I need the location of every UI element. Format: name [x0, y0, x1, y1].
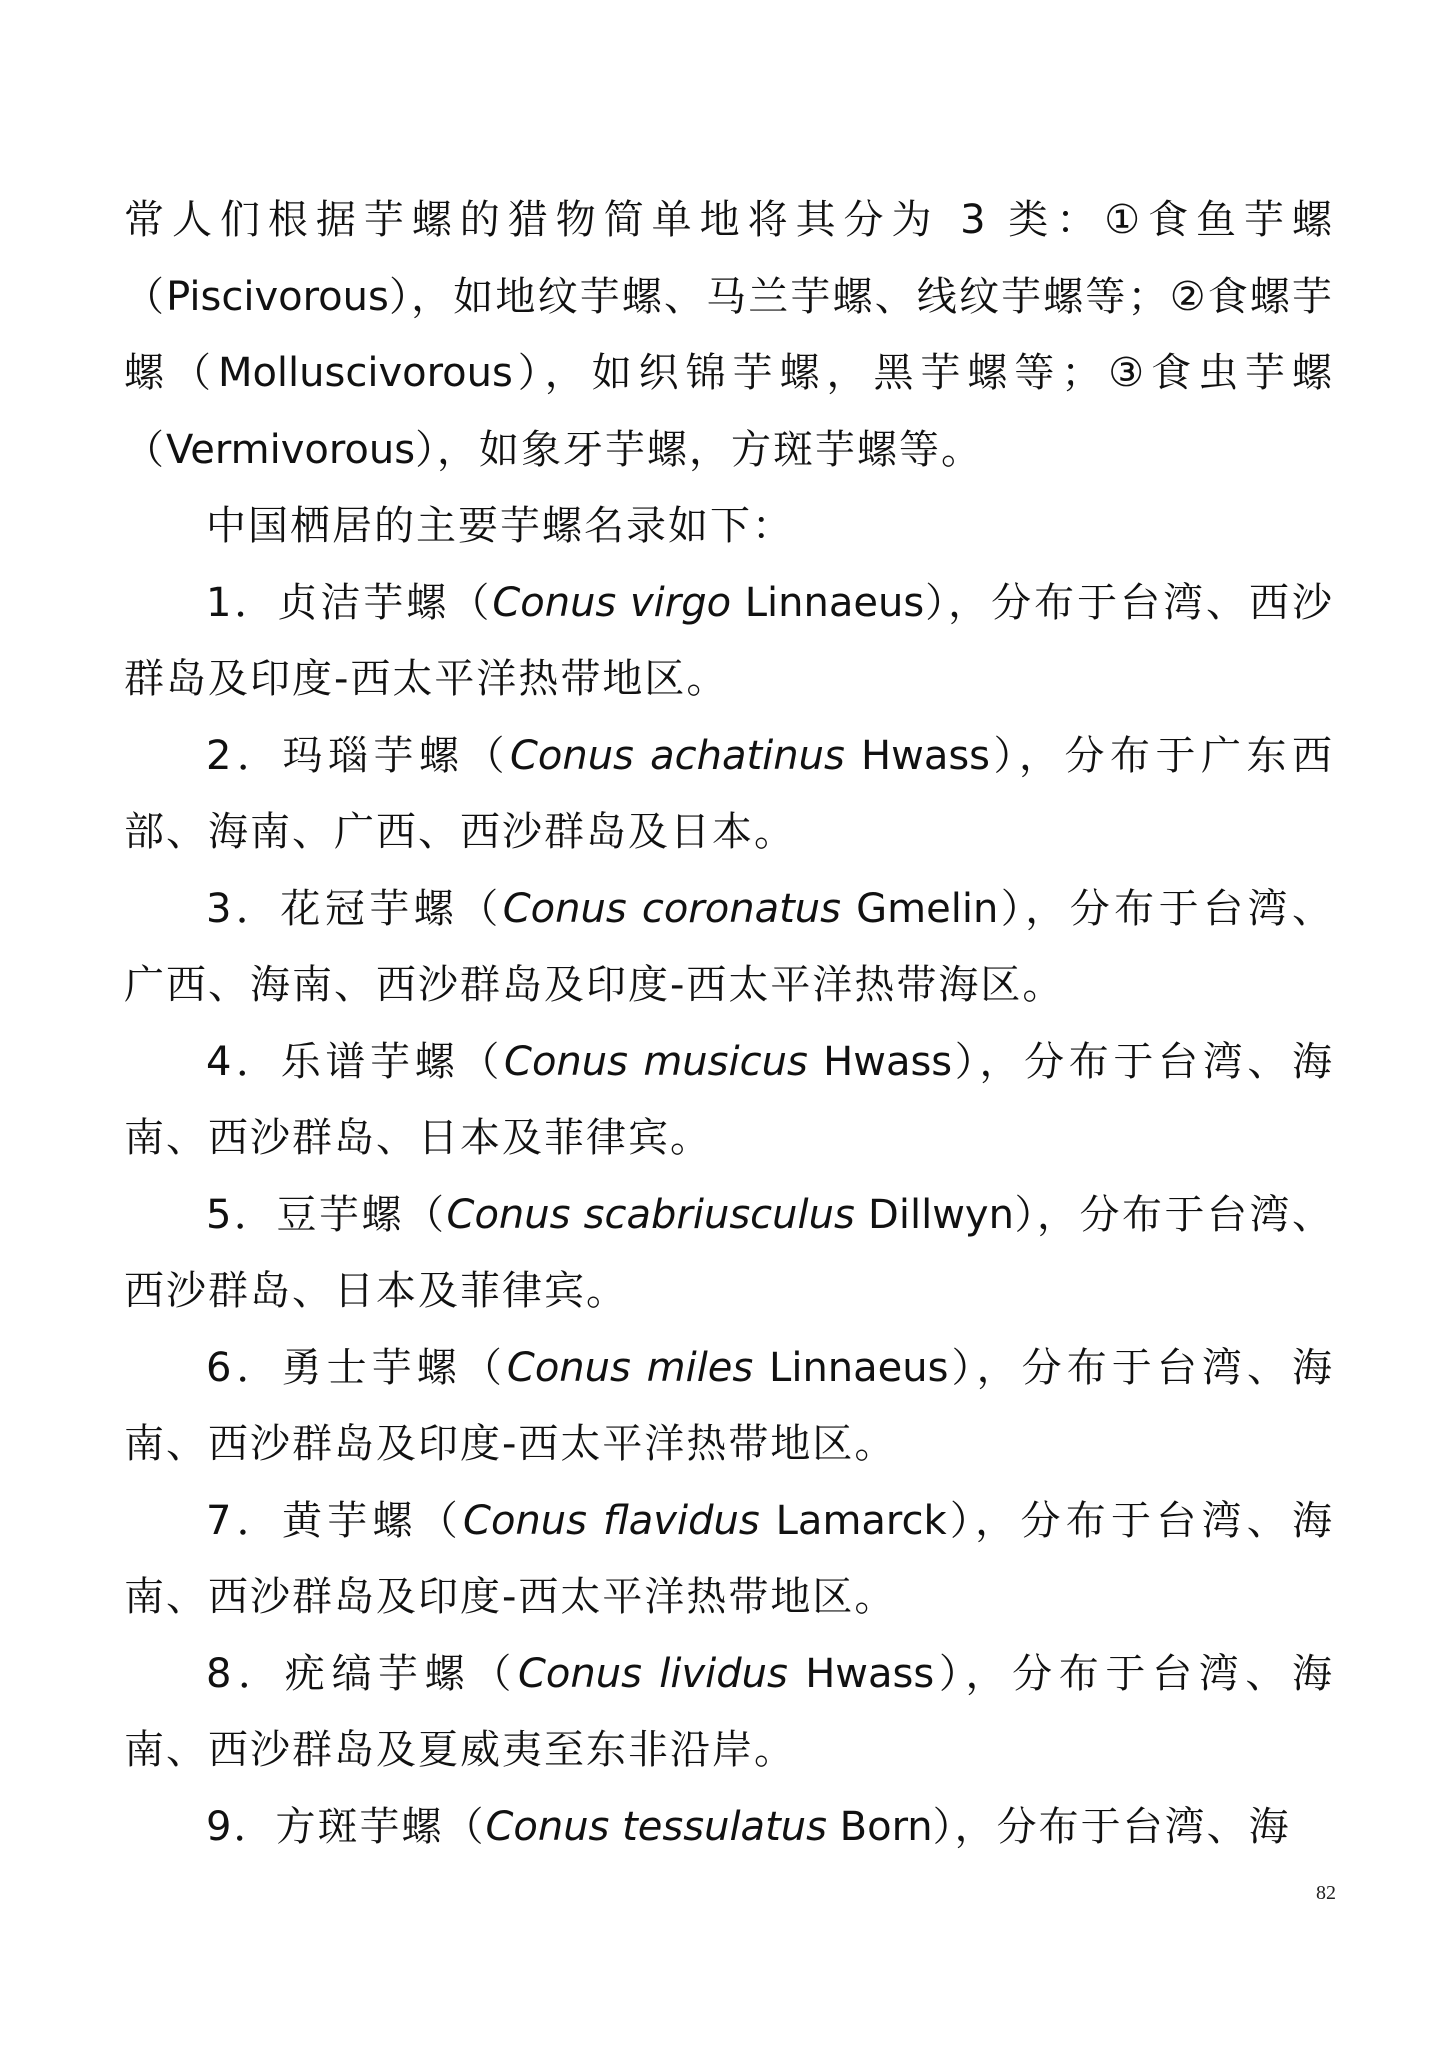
feeding-term: Piscivorous [166, 273, 389, 320]
species-entry [124, 1789, 1334, 1866]
species-common-name: 玛瑙芋螺（ [282, 732, 510, 779]
species-scientific-name: Conus achatinus [509, 732, 845, 779]
species-entry [124, 1636, 1334, 1789]
species-author: Dillwyn [854, 1191, 1014, 1238]
feeding-term: Vermivorous [166, 426, 416, 473]
species-distribution: ），分布于台湾、西沙群岛、日本及菲律宾。 [124, 1191, 1335, 1314]
species-common-name: 豆芋螺（ [276, 1191, 447, 1238]
species-distribution: ），分布于台湾、海南、西沙群岛及印度-西太平洋热带地区。 [124, 1344, 1335, 1467]
intro-text: 常人们根据芋螺的猎物简单地将其分为 3 类：①食鱼芋螺（ [124, 197, 1334, 320]
species-scientific-name: Conus lividus [517, 1650, 788, 1697]
intro-text: ），如织锦芋螺，黑芋螺等；③食虫芋螺（ [124, 350, 1335, 473]
species-entry [124, 1483, 1334, 1636]
species-common-name: 疣缟芋螺（ [284, 1650, 518, 1697]
species-scientific-name: Conus tessulatus [485, 1803, 827, 1850]
species-distribution: ），分布于台湾、海南、西沙群岛及印度-西太平洋热带地区。 [124, 1497, 1335, 1620]
species-author: Hwass [787, 1650, 935, 1697]
intro-paragraph [124, 182, 1334, 488]
species-scientific-name: Conus coronatus [502, 885, 841, 932]
intro-text: ），如象牙芋螺，方斑芋螺等。 [415, 426, 984, 473]
entry-number: 3． [206, 885, 281, 932]
entry-number: 4． [206, 1038, 281, 1085]
species-entry [124, 565, 1334, 718]
entry-number: 6． [206, 1344, 282, 1391]
entry-number: 7． [206, 1497, 282, 1544]
entry-number: 8． [206, 1650, 285, 1697]
page-number: 82 [1316, 1882, 1336, 1904]
entry-number: 5． [206, 1191, 277, 1238]
species-common-name: 贞洁芋螺（ [277, 579, 493, 626]
species-entry [124, 871, 1334, 1024]
species-distribution: ），分布于台湾、广西、海南、西沙群岛及印度-西太平洋热带海区。 [124, 885, 1335, 1008]
list-heading: 中国栖居的主要芋螺名录如下： [206, 503, 794, 549]
species-common-name: 方斑芋螺（ [275, 1803, 486, 1850]
species-distribution: ），分布于台湾、海南、西沙群岛及夏威夷至东非沿岸。 [124, 1650, 1335, 1773]
entry-number: 2． [206, 732, 283, 779]
species-author: Hwass [807, 1038, 953, 1085]
species-scientific-name: Conus virgo [492, 579, 732, 626]
species-scientific-name: Conus flavidus [463, 1497, 760, 1544]
species-entry [124, 1330, 1334, 1483]
species-author: Linnaeus [731, 579, 925, 626]
species-scientific-name: Conus miles [506, 1344, 754, 1391]
feeding-term: Molluscivorous [217, 350, 513, 396]
species-distribution: ），分布于台湾、海 [932, 1803, 1291, 1850]
species-common-name: 勇士芋螺（ [281, 1344, 507, 1391]
intro-text: ），如地纹芋螺、马兰芋螺、线纹芋螺等；②食螺芋螺（ [124, 273, 1335, 396]
species-author: Hwass [844, 732, 991, 779]
species-common-name: 乐谱芋螺（ [280, 1038, 505, 1085]
species-distribution: ），分布于台湾、海南、西沙群岛、日本及菲律宾。 [124, 1038, 1335, 1161]
species-author: Gmelin [840, 885, 999, 932]
species-common-name: 黄芋螺（ [281, 1497, 464, 1544]
species-scientific-name: Conus musicus [504, 1038, 808, 1085]
species-entry [124, 718, 1334, 871]
entry-number: 9． [206, 1803, 276, 1850]
entry-number: 1． [206, 579, 278, 626]
species-entry [124, 1024, 1334, 1177]
species-distribution: ），分布于广东西部、海南、广西、西沙群岛及日本。 [124, 732, 1335, 855]
species-distribution: ），分布于台湾、西沙群岛及印度-西太平洋热带地区。 [124, 579, 1335, 702]
species-common-name: 花冠芋螺（ [280, 885, 503, 932]
species-author: Lamarck [759, 1497, 947, 1544]
species-scientific-name: Conus scabriusculus [446, 1191, 855, 1238]
species-entry [124, 1177, 1334, 1330]
species-author: Linnaeus [753, 1344, 949, 1391]
species-author: Born [826, 1803, 933, 1850]
body-text [124, 182, 1334, 1865]
